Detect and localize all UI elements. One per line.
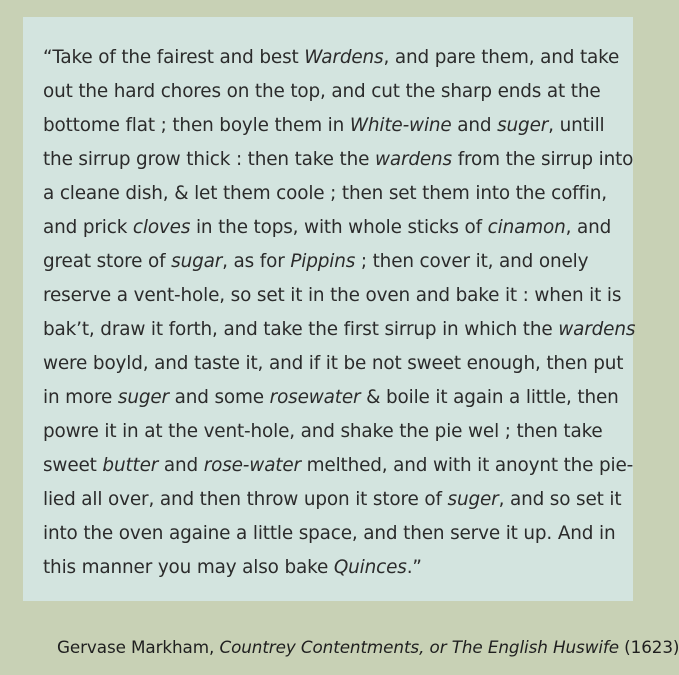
quote-italic-term: White-wine (349, 115, 452, 136)
quote-segment: in the tops, with whole sticks of (190, 217, 488, 238)
quote-segment: , and (565, 217, 612, 238)
quote-segment: great store of (43, 251, 172, 272)
quote-segment: were boyld, and taste it, and if it be not sweet enough, then put (43, 353, 624, 374)
quote-line (43, 517, 615, 551)
quote-segment: into the oven againe a little space, and then serve it up. And in (43, 523, 616, 544)
quote-italic-term: suger (117, 387, 169, 408)
quote-line (43, 313, 636, 347)
quote-italic-term: Pippins (290, 251, 356, 272)
quote-segment: in more (43, 387, 118, 408)
quote-segment: this manner you may also bake (43, 557, 334, 578)
quote-italic-term: rosewater (269, 387, 361, 408)
quote-line (43, 551, 615, 585)
quote-line (43, 177, 615, 211)
quote-segment: & boile it again a little, then (360, 387, 619, 408)
quote-italic-term: butter (102, 455, 159, 476)
quote-segment: a cleane dish, & let them coole ; then set them into the coffin, (43, 183, 607, 204)
quote-line (43, 347, 624, 381)
quote-line (43, 279, 622, 313)
quote-italic-term: wardens (558, 319, 636, 340)
quote-segment: , untill (548, 115, 605, 136)
quote-segment: from the sirrup into (452, 149, 634, 170)
quote-segment: , and so set it (498, 489, 622, 510)
quote-line (43, 381, 619, 415)
quote-segment: , as for (222, 251, 291, 272)
quote-italic-term: Quinces (333, 557, 407, 578)
quote-italic-term: sugar (171, 251, 223, 272)
quote-italic-term: cinamon (487, 217, 566, 238)
quote-italic-term: rose-water (203, 455, 301, 476)
quote-segment: sweet (43, 455, 103, 476)
quote-line (43, 143, 634, 177)
quote-text (43, 41, 636, 585)
quote-segment: “Take of the fairest and best (43, 47, 305, 68)
attribution (57, 635, 679, 659)
attribution-year: (1623) (618, 637, 679, 657)
quote-line (43, 483, 622, 517)
quote-segment: bottome flat ; then boyle them in (43, 115, 350, 136)
quote-segment: the sirrup grow thick : then take the (43, 149, 375, 170)
quote-segment: reserve a vent-hole, so set it in the oven and bake it : when it is (43, 285, 622, 306)
quote-segment: and (158, 455, 204, 476)
quote-line (43, 245, 615, 279)
quote-segment: melthed, and with it anoynt the pie- (300, 455, 634, 476)
quote-italic-term: suger (447, 489, 499, 510)
quote-segment: , and pare them, and take (383, 47, 620, 68)
quote-segment: out the hard chores on the top, and cut the sharp ends at the (43, 81, 601, 102)
attribution-author: Gervase Markham, (57, 637, 220, 657)
quote-line (43, 211, 615, 245)
quote-segment: and prick (43, 217, 133, 238)
quote-segment: .” (406, 557, 422, 578)
quote-line (43, 41, 620, 75)
quote-line (43, 449, 634, 483)
quote-italic-term: Wardens (304, 47, 384, 68)
quote-italic-term: wardens (374, 149, 452, 170)
quote-line (43, 75, 615, 109)
quote-segment: ; then cover it, and onely (355, 251, 589, 272)
quote-segment: powre it in at the vent-hole, and shake the pie wel ; then take (43, 421, 603, 442)
quote-segment: and some (168, 387, 270, 408)
quote-segment: and (451, 115, 498, 136)
quote-segment: bak’t, draw it forth, and take the first sirrup in which the (43, 319, 559, 340)
quote-line (43, 109, 615, 143)
attribution-work: Countrey Contentments, or The English Huswife (219, 637, 619, 657)
quote-box (23, 17, 636, 601)
quote-italic-term: suger (497, 115, 549, 136)
quote-line (43, 415, 615, 449)
quote-italic-term: cloves (132, 217, 191, 238)
quote-segment: lied all over, and then throw upon it store of (43, 489, 448, 510)
